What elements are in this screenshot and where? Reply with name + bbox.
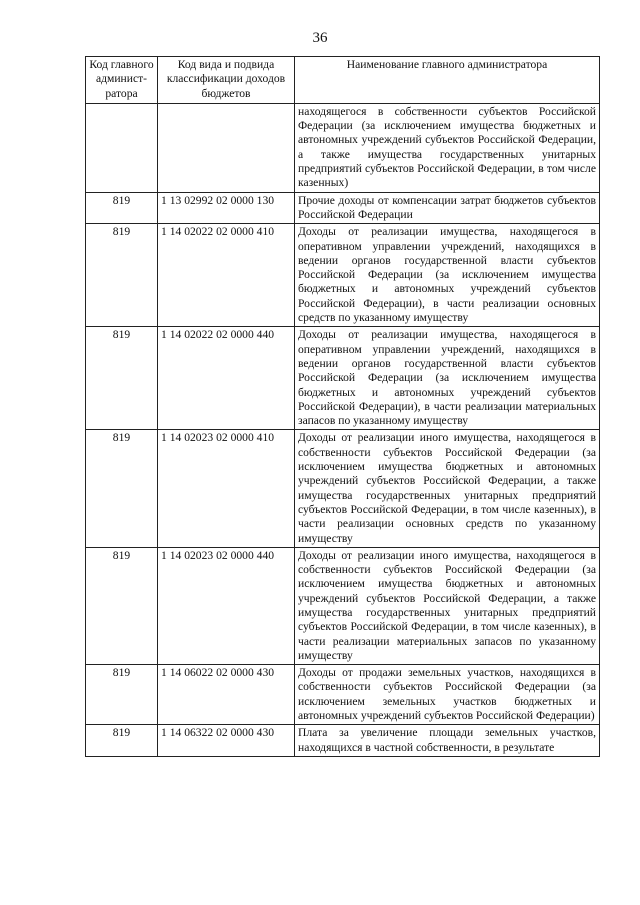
admin-code-cell: 819 — [86, 327, 158, 430]
name-cell: Доходы от реализации иного имущества, находящегося в собственности субъектов Российской Федерации (за исключением имущества бюджетных и автономных учреждений субъектов Российской Федерации, а также имущества государственных унитарных предприятий субъектов Российской Федерации, в том числе казенных), в части реализации основных средств по указанному имуществу — [295, 430, 600, 547]
table-row-continuation — [86, 103, 600, 192]
table-row — [86, 665, 600, 725]
header-kbk: Код вида и подвида классификации доходов бюджетов — [158, 57, 295, 104]
table-row — [86, 192, 600, 224]
table-row — [86, 327, 600, 430]
admin-code-cell: 819 — [86, 430, 158, 547]
admin-code-cell: 819 — [86, 192, 158, 224]
revenue-codes-table — [85, 56, 600, 757]
header-admin-code: Код главного админист-ратора — [86, 57, 158, 104]
kbk-cell: 1 14 02023 02 0000 410 — [158, 430, 295, 547]
table-row — [86, 430, 600, 547]
page-number: 36 — [312, 30, 328, 46]
table-header — [86, 57, 600, 104]
admin-code-cell: 819 — [86, 547, 158, 664]
continuation-name-cell: находящегося в собственности субъектов Российской Федерации (за исключением имущества бюджетных и автономных учреждений субъектов Российской Федерации, а также имущества государственных унитарных предприятий субъектов Российской Федерации, в том числе казенных) — [295, 103, 600, 192]
table-row — [86, 547, 600, 664]
table-header-row — [86, 57, 600, 104]
name-cell: Доходы от реализации иного имущества, находящегося в собственности субъектов Российской Федерации (за исключением имущества бюджетных и автономных учреждений субъектов Российской Федерации, а также имущества государственных унитарных предприятий субъектов Российской Федерации, в том числе казенных), в части реализации материальных запасов по указанному имуществу — [295, 547, 600, 664]
name-cell: Плата за увеличение площади земельных участков, находящихся в частной собственности, в результате — [295, 725, 600, 757]
continuation-kbk-cell — [158, 103, 295, 192]
admin-code-cell: 819 — [86, 224, 158, 327]
table-body — [86, 103, 600, 756]
kbk-cell: 1 13 02992 02 0000 130 — [158, 192, 295, 224]
continuation-admin-code-cell — [86, 103, 158, 192]
table-row — [86, 224, 600, 327]
name-cell: Доходы от реализации имущества, находящегося в оперативном управлении учреждений, находящихся в ведении органов государственной власти субъектов Российской Федерации (за исключением имущества бюджетных и автономных учреждений субъектов Российской Федерации), в части реализации материальных запасов по указанному имуществу — [295, 327, 600, 430]
name-cell: Доходы от продажи земельных участков, находящихся в собственности субъектов Российской Федерации (за исключением земельных участков бюджетных и автономных учреждений субъектов Российской Федерации) — [295, 665, 600, 725]
header-admin-name: Наименование главного администратора — [295, 57, 600, 104]
admin-code-cell: 819 — [86, 665, 158, 725]
kbk-cell: 1 14 02023 02 0000 440 — [158, 547, 295, 664]
name-cell: Доходы от реализации имущества, находящегося в оперативном управлении учреждений, находящихся в ведении органов государственной власти субъектов Российской Федерации (за исключением имущества бюджетных и автономных учреждений субъектов Российской Федерации), в части реализации основных средств по указанному имуществу — [295, 224, 600, 327]
kbk-cell: 1 14 06022 02 0000 430 — [158, 665, 295, 725]
kbk-cell: 1 14 02022 02 0000 440 — [158, 327, 295, 430]
kbk-cell: 1 14 06322 02 0000 430 — [158, 725, 295, 757]
table-row — [86, 725, 600, 757]
name-cell: Прочие доходы от компенсации затрат бюджетов субъектов Российской Федерации — [295, 192, 600, 224]
kbk-cell: 1 14 02022 02 0000 410 — [158, 224, 295, 327]
admin-code-cell: 819 — [86, 725, 158, 757]
